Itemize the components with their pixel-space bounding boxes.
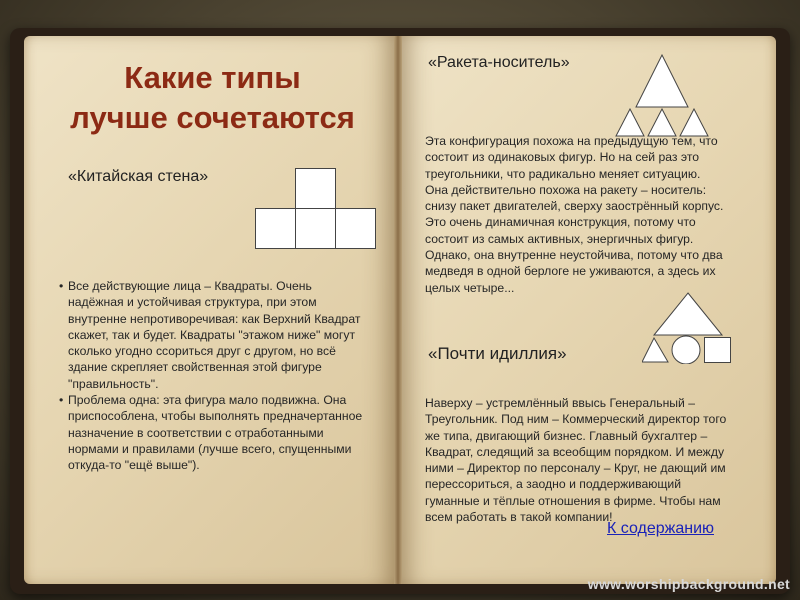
square-bottom-right	[336, 209, 376, 249]
title-line-1: Какие типы	[124, 60, 301, 95]
title-line-2: лучше сочетаются	[70, 100, 355, 135]
idyll-description: Наверху – устремлённый ввысь Генеральный – Треугольник. Под ним – Коммерческий директор того же типа, двигающий бизнес. Главный бухгалтер – Квадрат, следящий за всеобщим порядком. И между ними – Директор по персоналу – Круг, не дающий им перессориться, а заодно и поддерживающий гуманные и тёплые отношения в фирме. Чтобы нам всем работать в такой компании!	[425, 396, 727, 525]
square-top	[296, 169, 336, 209]
rocket-description: Эта конфигурация похожа на предыдущую тем, что состоит из одинаковых фигур. Но на сей раз это треугольники, что радикально меняет ситуацию. Она действительно похожа на ракету – носитель: снизу пакет двигателей, сверху заострённый корпус. Это очень динамичная конструкция, потому что состоит из самых активных, энергичных фигур. Однако, она внутренне неустойчива, потому что два медведя в одной берлоге не уживаются, а здесь их целых четыре...	[425, 134, 724, 295]
triangle-bottom-1	[616, 109, 644, 136]
idyll-label: «Почти идиллия»	[428, 344, 567, 363]
square-accountant	[705, 338, 731, 363]
triangle-bottom-3	[680, 109, 708, 136]
idyll-shapes-diagram	[642, 292, 734, 364]
china-wall-squares-diagram	[255, 168, 377, 250]
square-bottom-middle	[296, 209, 336, 249]
rocket-triangles-diagram	[612, 54, 712, 138]
china-wall-bullet-1: • Все действующие лица – Квадраты. Очень надёжная и устойчивая структура, при этом внутренне непротиворечивая: как Верхний Квадрат скажет, так и будет. Квадраты "этажом ниже" могут сколько угодно ссориться друг с другом, но всё здание скрепляет свойственная этой фигуре "правильность".	[60, 278, 365, 392]
square-bottom-left	[256, 209, 296, 249]
triangle-bottom-2	[648, 109, 676, 136]
triangle-commercial	[642, 338, 668, 362]
rocket-label: «Ракета-носитель»	[428, 54, 570, 71]
triangle-general	[654, 293, 722, 335]
table-of-contents-link[interactable]: К содержанию	[607, 520, 714, 537]
china-wall-bullet-2: • Проблема одна: эта фигура мало подвижна. Она приспособлена, чтобы выполнять предначертанное назначение в соответствии с отработанными нормами и правилами (лучше всего, спущенными откуда-то "ещё выше").	[60, 392, 365, 473]
triangle-top	[636, 55, 688, 107]
page-title	[40, 58, 385, 138]
china-wall-label: «Китайская стена»	[68, 168, 209, 185]
book-spine	[394, 36, 402, 584]
circle-hr	[672, 336, 700, 364]
china-wall-description	[60, 278, 365, 474]
watermark: www.worshipbackground.net	[587, 576, 790, 592]
